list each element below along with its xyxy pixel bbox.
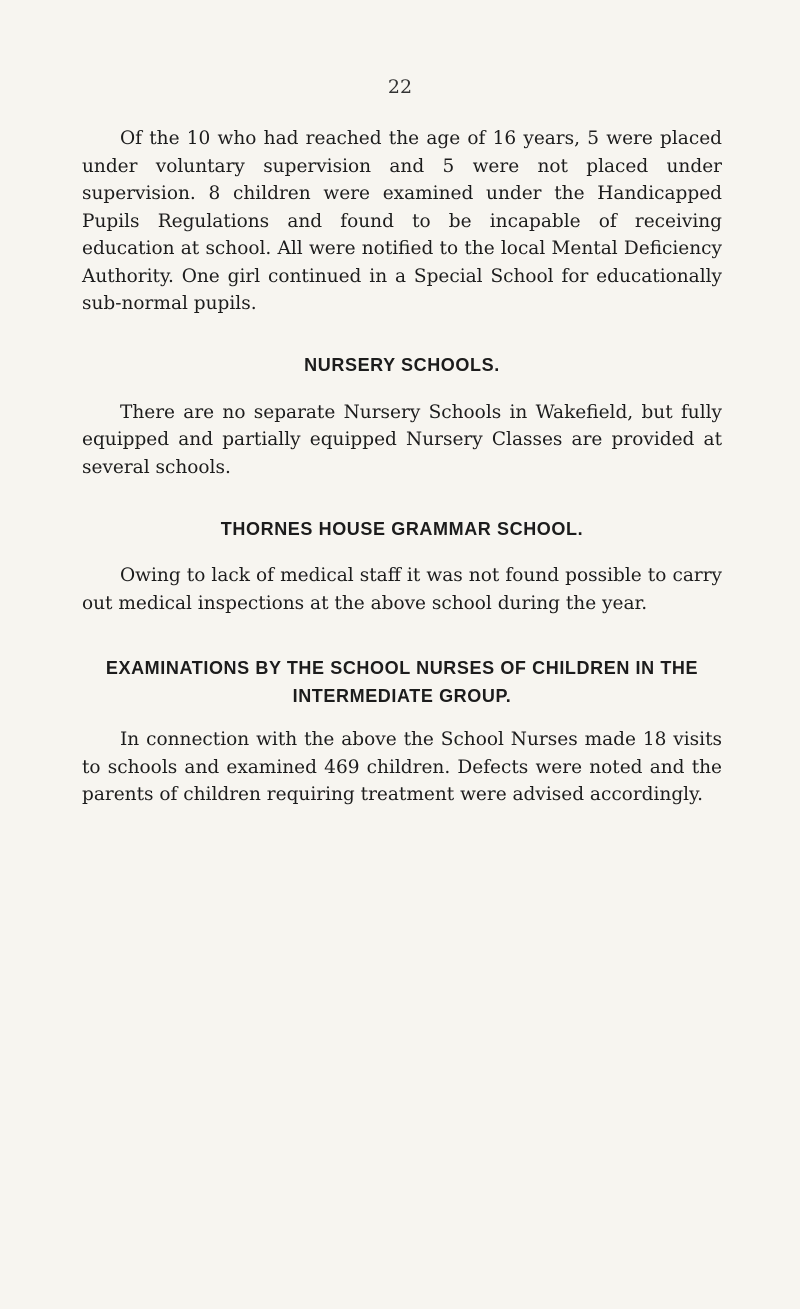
- paragraph-examinations: In connection with the above the School Nurses made 18 visits to schools and examined 469 children. Defects were noted and the parents of children requiring treatment were advised accordingly.: [82, 729, 722, 805]
- heading-nursery-schools: NURSERY SCHOOLS.: [304, 354, 500, 375]
- paragraph-supervision: Of the 10 who had reached the age of 16 years, 5 were placed under voluntary supervision and 5 were not placed under supervision. 8 children were examined under the Handicapped Pupils Regulations and found to be incapable of receiving education at school. All were notified to the local Mental Deficiency Authority. One girl continued in a Special School for educationally sub-normal pupils.: [82, 128, 722, 314]
- paragraph-nursery-schools: There are no separate Nursery Schools in Wakefield, but fully equipped and partially equipped Nursery Classes are provided at several schools.: [82, 401, 722, 478]
- page-number: 22: [387, 76, 413, 98]
- paragraph-thornes-house: Owing to lack of medical staff it was not found possible to carry out medical inspections at the above school during the year.: [82, 565, 722, 614]
- document-body: [82, 125, 722, 809]
- heading-thornes-house: THORNES HOUSE GRAMMAR SCHOOL.: [220, 519, 584, 539]
- heading-examinations: EXAMINATIONS BY THE SCHOOL NURSES OF CHILDREN IN THE INTERMEDIATE GROUP.: [105, 658, 699, 706]
